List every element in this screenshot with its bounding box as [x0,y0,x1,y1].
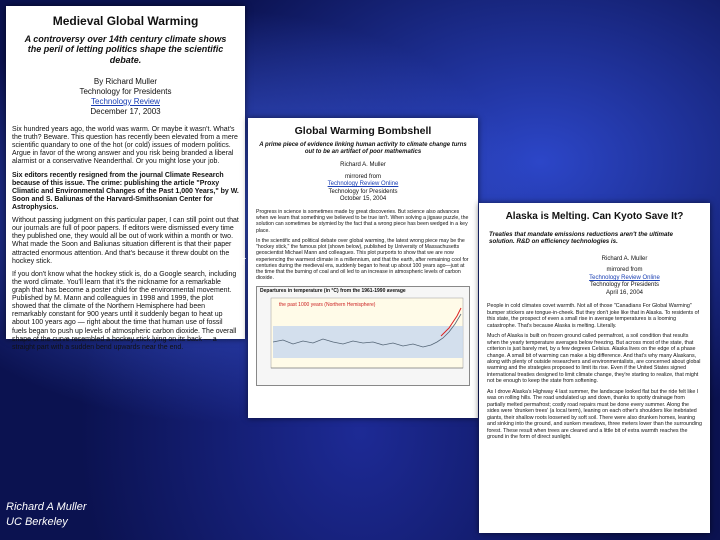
article-meta [6,77,245,117]
affiliation: Technology for Presidents [79,87,172,97]
presenter-credit [6,500,87,530]
paragraph: Much of Alaska is built on frozen ground called permafrost, a soil condition that results when the yearly temperature averages below freezing. But across most of the state, that criterion is just barely met, by a few degrees Celsius. Alaska lives on the edge of a phase change. A small bit of warming can make a big difference. And that's why many Alaskans, along with plenty of outside researchers and environmentalists, are concerned about global warming and the strategies proposed to limit its rise. Even if the United States signed international treaties designed to limit climate change, they're starting to realize, that might not be enough to keep the state from softening. [487,333,701,385]
paragraph: Without passing judgment on this particular paper, I can still point out that our journals are full of poor papers. If editors were dismissed every time they published one, they would all be out of work within a month or two. What made the Soon and Baliunas situation different is that their paper attracted enormous attention. And that's because it threw doubt on the hockey stick. [12,217,239,265]
article-alaska-is-melting [479,203,710,533]
hockey-stick-chart [256,286,470,386]
uncertainty-band [273,326,463,358]
article-title: Medieval Global Warming [52,14,199,28]
article-subtitle: Treaties that mandate emissions reductions aren't the ultimate solution. R&D on efficiency technologies is. [489,231,673,246]
article-body [12,126,239,352]
paragraph: If you don't know what the hockey stick is, do a Google search, including the word climate. You'll learn that it's the nickname for a remarkable graph that has become a poster child for the environmental movement. Published by M. Mann and colleagues in 1998 and 1999, the plot showed that the climate of the Northern Hemisphere had been remarkably constant for 900 years until it suddenly began to heat up about 100 years ago — right about the time that human use of fossil fuels began to push up levels of atmospheric carbon dioxide. The overall shape of the curve resembled a hockey stick lying on its back — a straight part with a sudden bend upwards near the end. [12,270,237,351]
paragraph: People in cold climates covet warmth. Not all of those "Canadians For Global Warming" bumper stickers are tongue-in-cheek. But they don't joke like that in Alaska. To residents of this state, the prospect of even a small rise in average temperatures is a looming catastrophe. That's because Alaska is melting. Literally. [487,303,700,329]
author: Richard A. Muller [601,255,648,262]
chart-title: Departures in temperature (in °C) from the 1961-1990 average [260,288,406,295]
article-body [256,209,470,282]
panel-label: the past 1000 years (Northern Hemisphere) [279,302,376,309]
mirrored-from: mirrored from [606,267,643,274]
publication-link[interactable]: Technology Review [91,97,160,107]
chart-plot [259,296,469,382]
paragraph: Six hundred years ago, the world was warm. Or maybe it wasn't. What's the truth? Beware. This question has recently been elevated from a mere scientific quandary to one of the hot (or cold) issues of modern politics. Argue in favor of the wrong answer and you risk being branded a liberal alarmist or a conservative Neanderthal. Or you might lose your job. [12,126,238,166]
paragraph: As I drove Alaska's Highway 4 last summer, the landscape looked flat but the ride felt like I was on rolling hills. The road undulated up and down, thanks to spotty drainage from partially melted permafrost; costly road repairs must be done every summer. Along the sides were 'drunken trees' (a local term), leaning on each other's shoulders like inebriated giants, their shallow roots loosened by soft soil. There were also drunken homes, leaning and sinking into the ground, and sunken meadows, three meters lower than the surrounding forest. These result when trees are cleared and a little bit of extra warmth reaches the ground in the form of direct sunlight. [487,388,702,440]
article-date: April 16, 2004 [605,289,644,296]
mirrored-from: mirrored from [344,173,381,180]
author: Richard A. Muller [340,162,386,169]
article-medieval-global-warming [6,6,245,351]
affiliation: Technology for Presidents [328,188,398,195]
article-subtitle: A controversy over 14th century climate shows the peril of letting politics shape the scientific debate. [24,34,227,65]
publication-link[interactable]: Technology Review Online [327,181,399,188]
paragraph: In the scientific and political debate over global warming, the latest wrong piece may be the "hockey stick," the famous plot (shown below), published by University of Massachusetts geoscientist Michael Mann and colleagues. This plot purports to show that we are now experiencing the warmest climate in a millennium, and that the earth, after remaining cool for centuries during the medieval era, suddenly began to heat up about 100 years ago—just at the time that the burning of coal and oil led to an increase in atmospheric levels of carbon dioxide. [256,237,469,282]
paragraph: Six editors recently resigned from the journal Climate Research because of this issue. The crime: publishing the article "Proxy Climatic and Environmental Changes of the Past 1,000 Years," by W. Soon and S. Baliunas of the Harvard-Smithsonian Center for Astrophysics. [12,171,239,212]
affiliation: Technology for Presidents [589,282,660,289]
article-subtitle: A prime piece of evidence linking human activity to climate change turns out to be an artifact of poor mathematics [259,142,467,156]
presenter-institution: UC Berkeley [6,516,68,529]
presenter-name: Richard A Muller [6,501,87,514]
publication-link[interactable]: Technology Review Online [589,274,660,281]
article-date: October 15, 2004 [339,196,387,203]
article-title: Global Warming Bombshell [294,125,432,137]
article-meta [248,162,478,204]
article-title: Alaska is Melting. Can Kyoto Save It? [505,211,684,222]
paragraph: Progress in science is sometimes made by great discoveries. But science also advances when we learn that something we believed to be true isn't. When solving a jigsaw puzzle, the solution can sometimes be stymied by the fact that a wrong piece has been wedged in a key place. [256,208,469,234]
article-date: December 17, 2003 [90,107,161,117]
article-meta [539,256,710,298]
stray-character: T [240,257,247,268]
article-body [487,303,702,440]
article-global-warming-bombshell [248,118,478,418]
byline: By Richard Muller [93,77,158,87]
